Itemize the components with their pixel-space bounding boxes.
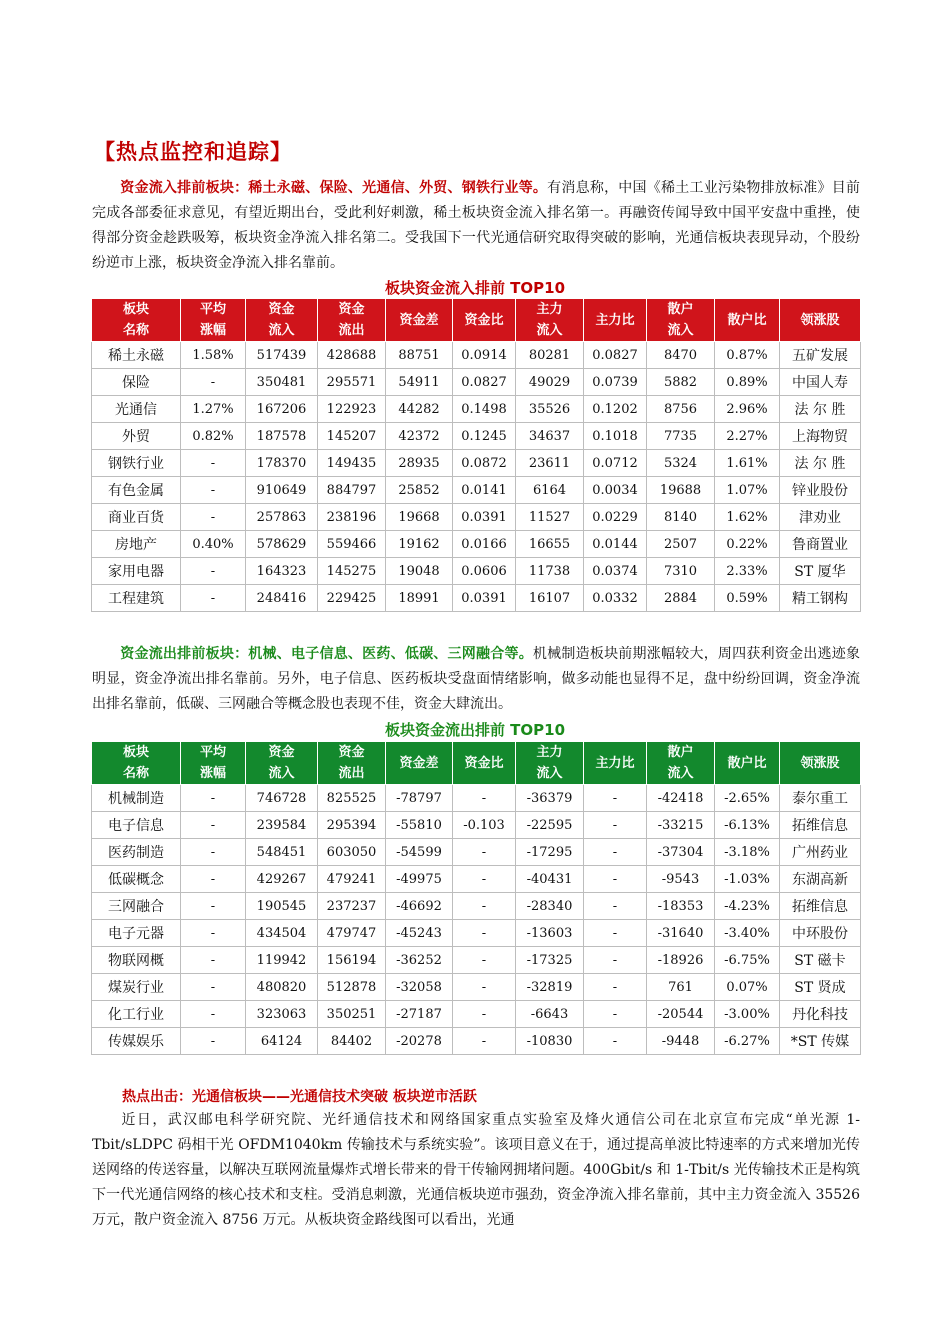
table-cell: 350481 — [246, 369, 318, 396]
table-cell: - — [584, 893, 647, 920]
leading-stock-cell: ST 贤成 — [780, 974, 861, 1001]
table-cell: 761 — [647, 974, 715, 1001]
table-cell: 8756 — [647, 396, 715, 423]
table-cell: -10830 — [516, 1028, 584, 1055]
table-row — [92, 974, 861, 1001]
table-row — [92, 477, 861, 504]
inflow-intro-lead: 资金流入排前板块：稀土永磁、保险、光通信、外贸、钢铁行业等。 — [120, 180, 548, 196]
table-cell: - — [584, 839, 647, 866]
column-header: 资金 流入 — [246, 299, 318, 342]
sector-name-cell: 房地产 — [92, 531, 181, 558]
table-cell: 42372 — [386, 423, 453, 450]
table-row — [92, 450, 861, 477]
column-header: 平均 涨幅 — [181, 299, 246, 342]
table-cell: 0.0332 — [584, 585, 647, 612]
leading-stock-cell: 广州药业 — [780, 839, 861, 866]
sector-name-cell: 工程建筑 — [92, 585, 181, 612]
table-cell: 187578 — [246, 423, 318, 450]
table-cell: 603050 — [318, 839, 386, 866]
leading-stock-cell: 泰尔重工 — [780, 785, 861, 812]
sector-name-cell: 有色金属 — [92, 477, 181, 504]
sector-name-cell: 外贸 — [92, 423, 181, 450]
table-cell: 2.96% — [715, 396, 780, 423]
table-cell: - — [181, 785, 246, 812]
table-cell: 18991 — [386, 585, 453, 612]
table-cell: 156194 — [318, 947, 386, 974]
column-header: 资金差 — [386, 299, 453, 342]
inflow-table — [91, 298, 861, 612]
outflow-intro-text: 机械制造板块前期涨幅较大，周四获利资金出逃迹象明显，资金净流出排名靠前。另外，电子信息、医药板块受盘面情绪影响，做多动能也显得不足，盘中纷纷回调，资金净流出排名靠前，低碳、三网融合等概念股也表现不佳，资金大肆流出。 — [92, 646, 860, 712]
table-cell: -3.40% — [715, 920, 780, 947]
table-cell: 0.87% — [715, 342, 780, 369]
table-cell: - — [584, 920, 647, 947]
table-cell: 19048 — [386, 558, 453, 585]
leading-stock-cell: *ST 传媒 — [780, 1028, 861, 1055]
table-cell: 2.33% — [715, 558, 780, 585]
table-cell: 0.07% — [715, 974, 780, 1001]
table-cell: 1.58% — [181, 342, 246, 369]
table-row — [92, 812, 861, 839]
table-cell: 44282 — [386, 396, 453, 423]
table-cell: 295394 — [318, 812, 386, 839]
table-cell: 2.27% — [715, 423, 780, 450]
column-header: 领涨股 — [780, 742, 861, 785]
table-cell: 145275 — [318, 558, 386, 585]
table-row — [92, 1001, 861, 1028]
table-cell: - — [453, 1028, 516, 1055]
table-cell: 54911 — [386, 369, 453, 396]
leading-stock-cell: 法 尔 胜 — [780, 396, 861, 423]
table-cell: 0.1202 — [584, 396, 647, 423]
table-cell: 480820 — [246, 974, 318, 1001]
hot-topic-title: 热点出击：光通信板块——光通信技术突破 板块逆市活跃 — [122, 1089, 477, 1105]
table-cell: 548451 — [246, 839, 318, 866]
table-cell: 0.1245 — [453, 423, 516, 450]
table-cell: -32058 — [386, 974, 453, 1001]
table-cell: -42418 — [647, 785, 715, 812]
table-cell: -49975 — [386, 866, 453, 893]
column-header: 资金比 — [453, 742, 516, 785]
table-cell: - — [584, 1028, 647, 1055]
column-header: 主力比 — [584, 742, 647, 785]
column-header: 散户比 — [715, 742, 780, 785]
table-cell: 84402 — [318, 1028, 386, 1055]
table-cell: -9543 — [647, 866, 715, 893]
table-cell: 19162 — [386, 531, 453, 558]
sector-name-cell: 商业百货 — [92, 504, 181, 531]
sector-name-cell: 化工行业 — [92, 1001, 181, 1028]
table-cell: -4.23% — [715, 893, 780, 920]
sector-name-cell: 物联网概 — [92, 947, 181, 974]
table-cell: -78797 — [386, 785, 453, 812]
table-cell: 0.82% — [181, 423, 246, 450]
column-header: 散户比 — [715, 299, 780, 342]
inflow-intro-text: 有消息称，中国《稀土工业污染物排放标准》目前完成各部委征求意见，有望近期出台，受此利好刺激，稀土板块资金流入排名第一。再融资传闻导致中国平安盘中重挫，使得部分资金趁跌吸筹，板块资金净流入排名第二。受我国下一代光通信研究取得突破的影响，光通信板块表现异动，个股纷纷逆市上涨，板块资金净流入排名靠前。 — [92, 180, 861, 271]
table-cell: 248416 — [246, 585, 318, 612]
outflow-table — [91, 741, 861, 1055]
table-cell: 559466 — [318, 531, 386, 558]
table-cell: -36379 — [516, 785, 584, 812]
sector-name-cell: 电子元器 — [92, 920, 181, 947]
table-cell: - — [453, 866, 516, 893]
column-header: 散户 流入 — [647, 299, 715, 342]
table-cell: 16655 — [516, 531, 584, 558]
table-cell: -18926 — [647, 947, 715, 974]
inflow-table-caption: 板块资金流入排前 TOP10 — [384, 279, 566, 297]
sector-name-cell: 光通信 — [92, 396, 181, 423]
inflow-table-body — [92, 342, 861, 612]
table-cell: 11527 — [516, 504, 584, 531]
column-header: 资金 流入 — [246, 742, 318, 785]
column-header: 资金比 — [453, 299, 516, 342]
table-cell: -17295 — [516, 839, 584, 866]
table-cell: -6643 — [516, 1001, 584, 1028]
sector-name-cell: 家用电器 — [92, 558, 181, 585]
table-cell: -20278 — [386, 1028, 453, 1055]
table-cell: 578629 — [246, 531, 318, 558]
table-cell: 323063 — [246, 1001, 318, 1028]
table-cell: 0.0141 — [453, 477, 516, 504]
sector-name-cell: 低碳概念 — [92, 866, 181, 893]
table-row — [92, 558, 861, 585]
table-cell: 428688 — [318, 342, 386, 369]
table-cell: 229425 — [318, 585, 386, 612]
table-cell: 149435 — [318, 450, 386, 477]
table-cell: 164323 — [246, 558, 318, 585]
table-cell: 1.62% — [715, 504, 780, 531]
table-cell: - — [453, 839, 516, 866]
column-header: 散户 流入 — [647, 742, 715, 785]
sector-name-cell: 医药制造 — [92, 839, 181, 866]
table-cell: 5324 — [647, 450, 715, 477]
table-cell: 0.0827 — [453, 369, 516, 396]
table-cell: - — [453, 1001, 516, 1028]
table-cell: -40431 — [516, 866, 584, 893]
outflow-table-body — [92, 785, 861, 1055]
table-cell: - — [584, 974, 647, 1001]
sector-name-cell: 电子信息 — [92, 812, 181, 839]
sector-name-cell: 稀土永磁 — [92, 342, 181, 369]
table-cell: 0.0391 — [453, 585, 516, 612]
table-row — [92, 342, 861, 369]
inflow-header-row — [92, 299, 861, 342]
table-cell: -1.03% — [715, 866, 780, 893]
table-row — [92, 369, 861, 396]
table-cell: 2884 — [647, 585, 715, 612]
table-cell: - — [584, 866, 647, 893]
table-cell: 884797 — [318, 477, 386, 504]
table-cell: 80281 — [516, 342, 584, 369]
table-cell: -36252 — [386, 947, 453, 974]
table-cell: 11738 — [516, 558, 584, 585]
table-cell: -46692 — [386, 893, 453, 920]
table-cell: -33215 — [647, 812, 715, 839]
table-cell: 0.1498 — [453, 396, 516, 423]
column-header: 资金 流出 — [318, 299, 386, 342]
table-row — [92, 920, 861, 947]
leading-stock-cell: ST 磁卡 — [780, 947, 861, 974]
table-cell: 239584 — [246, 812, 318, 839]
table-cell: 64124 — [246, 1028, 318, 1055]
table-cell: 257863 — [246, 504, 318, 531]
leading-stock-cell: 法 尔 胜 — [780, 450, 861, 477]
leading-stock-cell: 精工钢构 — [780, 585, 861, 612]
outflow-intro-paragraph — [92, 642, 860, 717]
table-cell: 0.0229 — [584, 504, 647, 531]
table-row — [92, 531, 861, 558]
hot-topic-paragraph — [92, 1108, 860, 1233]
table-row — [92, 785, 861, 812]
sector-name-cell: 保险 — [92, 369, 181, 396]
table-cell: 145207 — [318, 423, 386, 450]
table-cell: 0.0827 — [584, 342, 647, 369]
table-cell: 825525 — [318, 785, 386, 812]
table-cell: 434504 — [246, 920, 318, 947]
table-cell: -0.103 — [453, 812, 516, 839]
sector-name-cell: 煤炭行业 — [92, 974, 181, 1001]
table-cell: - — [181, 450, 246, 477]
table-cell: -17325 — [516, 947, 584, 974]
table-cell: 0.0739 — [584, 369, 647, 396]
table-cell: -55810 — [386, 812, 453, 839]
table-cell: - — [181, 947, 246, 974]
hot-topic-text: 近日，武汉邮电科学研究院、光纤通信技术和网络国家重点实验室及烽火通信公司在北京宣布完成“单光源 1-Tbit/sLDPC 码相干光 OFDM1040km 传输技术与系统实验”。该项目意义在于，通过提高单波比特速率的方式来增加光传送网络的传送容量，以解决互联网流量爆炸式增长带来的骨干传输网拥堵问题。400Gbit/s 和 1-Tbit/s 光传输技术正是构筑下一代光通信网络的核心技术和支柱。受消息刺激，光通信板块逆市强劲，资金净流入排名靠前，其中主力资金流入 35526 万元，散户资金流入 8756 万元。从板块资金路线图可以看出，光通 — [92, 1112, 860, 1228]
table-cell: - — [181, 920, 246, 947]
table-cell: 2507 — [647, 531, 715, 558]
table-row — [92, 893, 861, 920]
table-cell: -31640 — [647, 920, 715, 947]
table-cell: 0.0144 — [584, 531, 647, 558]
table-cell: 910649 — [246, 477, 318, 504]
column-header: 平均 涨幅 — [181, 742, 246, 785]
table-cell: -13603 — [516, 920, 584, 947]
table-cell: -3.00% — [715, 1001, 780, 1028]
outflow-intro-lead: 资金流出排前板块：机械、电子信息、医药、低碳、三网融合等。 — [120, 646, 533, 662]
leading-stock-cell: 津劝业 — [780, 504, 861, 531]
table-cell: 35526 — [516, 396, 584, 423]
table-row — [92, 396, 861, 423]
column-header: 领涨股 — [780, 299, 861, 342]
outflow-header-row — [92, 742, 861, 785]
table-cell: -27187 — [386, 1001, 453, 1028]
table-cell: - — [181, 866, 246, 893]
table-cell: 7735 — [647, 423, 715, 450]
table-cell: 19688 — [647, 477, 715, 504]
leading-stock-cell: 上海物贸 — [780, 423, 861, 450]
table-cell: -32819 — [516, 974, 584, 1001]
table-cell: 237237 — [318, 893, 386, 920]
column-header: 主力 流入 — [516, 299, 584, 342]
table-cell: - — [453, 974, 516, 1001]
table-cell: - — [181, 839, 246, 866]
table-cell: -54599 — [386, 839, 453, 866]
table-cell: -18353 — [647, 893, 715, 920]
table-row — [92, 423, 861, 450]
table-cell: -6.27% — [715, 1028, 780, 1055]
table-cell: -6.75% — [715, 947, 780, 974]
table-row — [92, 947, 861, 974]
column-header: 板块 名称 — [92, 742, 181, 785]
table-cell: 0.22% — [715, 531, 780, 558]
table-cell: - — [584, 947, 647, 974]
table-row — [92, 1028, 861, 1055]
table-row — [92, 585, 861, 612]
table-cell: 23611 — [516, 450, 584, 477]
table-cell: 1.27% — [181, 396, 246, 423]
sector-name-cell: 传媒娱乐 — [92, 1028, 181, 1055]
column-header: 资金差 — [386, 742, 453, 785]
table-cell: 178370 — [246, 450, 318, 477]
leading-stock-cell: 丹化科技 — [780, 1001, 861, 1028]
table-cell: 122923 — [318, 396, 386, 423]
table-cell: - — [181, 504, 246, 531]
leading-stock-cell: 中国人寿 — [780, 369, 861, 396]
table-cell: 5882 — [647, 369, 715, 396]
table-cell: 6164 — [516, 477, 584, 504]
table-cell: 0.0712 — [584, 450, 647, 477]
table-cell: 1.61% — [715, 450, 780, 477]
table-cell: 0.0872 — [453, 450, 516, 477]
table-cell: - — [584, 785, 647, 812]
table-cell: -22595 — [516, 812, 584, 839]
leading-stock-cell: ST 厦华 — [780, 558, 861, 585]
table-cell: - — [453, 920, 516, 947]
table-cell: 746728 — [246, 785, 318, 812]
table-cell: - — [453, 947, 516, 974]
inflow-intro-paragraph — [92, 176, 860, 276]
table-cell: 0.0391 — [453, 504, 516, 531]
table-cell: - — [584, 812, 647, 839]
outflow-table-caption: 板块资金流出排前 TOP10 — [384, 721, 566, 739]
leading-stock-cell: 中环股份 — [780, 920, 861, 947]
table-cell: 0.0606 — [453, 558, 516, 585]
table-cell: 238196 — [318, 504, 386, 531]
table-cell: -6.13% — [715, 812, 780, 839]
table-cell: 350251 — [318, 1001, 386, 1028]
table-row — [92, 839, 861, 866]
table-cell: - — [181, 974, 246, 1001]
table-row — [92, 504, 861, 531]
sector-name-cell: 机械制造 — [92, 785, 181, 812]
table-cell: 25852 — [386, 477, 453, 504]
table-cell: 479747 — [318, 920, 386, 947]
table-cell: 0.59% — [715, 585, 780, 612]
table-cell: 8470 — [647, 342, 715, 369]
column-header: 主力 流入 — [516, 742, 584, 785]
table-cell: 0.0374 — [584, 558, 647, 585]
table-cell: - — [181, 477, 246, 504]
leading-stock-cell: 鲁商置业 — [780, 531, 861, 558]
table-cell: 0.1018 — [584, 423, 647, 450]
table-cell: 88751 — [386, 342, 453, 369]
leading-stock-cell: 东湖高新 — [780, 866, 861, 893]
table-cell: 49029 — [516, 369, 584, 396]
table-cell: 19668 — [386, 504, 453, 531]
leading-stock-cell: 拓维信息 — [780, 812, 861, 839]
table-cell: -3.18% — [715, 839, 780, 866]
table-cell: 0.40% — [181, 531, 246, 558]
table-cell: - — [181, 369, 246, 396]
table-cell: -20544 — [647, 1001, 715, 1028]
table-cell: - — [181, 812, 246, 839]
leading-stock-cell: 五矿发展 — [780, 342, 861, 369]
table-cell: 0.0034 — [584, 477, 647, 504]
table-cell: 479241 — [318, 866, 386, 893]
sector-name-cell: 钢铁行业 — [92, 450, 181, 477]
leading-stock-cell: 锌业股份 — [780, 477, 861, 504]
table-cell: -2.65% — [715, 785, 780, 812]
table-cell: 28935 — [386, 450, 453, 477]
table-cell: 190545 — [246, 893, 318, 920]
table-cell: - — [584, 1001, 647, 1028]
column-header: 板块 名称 — [92, 299, 181, 342]
table-cell: 429267 — [246, 866, 318, 893]
table-cell: 0.89% — [715, 369, 780, 396]
table-cell: 119942 — [246, 947, 318, 974]
table-cell: 295571 — [318, 369, 386, 396]
section-title: 【热点监控和追踪】 — [94, 140, 292, 164]
table-cell: 517439 — [246, 342, 318, 369]
table-cell: 8140 — [647, 504, 715, 531]
sector-name-cell: 三网融合 — [92, 893, 181, 920]
table-cell: - — [181, 893, 246, 920]
table-cell: 34637 — [516, 423, 584, 450]
table-cell: -37304 — [647, 839, 715, 866]
table-cell: 167206 — [246, 396, 318, 423]
table-cell: -28340 — [516, 893, 584, 920]
column-header: 资金 流出 — [318, 742, 386, 785]
table-cell: 0.0166 — [453, 531, 516, 558]
table-cell: 512878 — [318, 974, 386, 1001]
table-cell: - — [181, 585, 246, 612]
leading-stock-cell: 拓维信息 — [780, 893, 861, 920]
table-cell: 7310 — [647, 558, 715, 585]
table-cell: 0.0914 — [453, 342, 516, 369]
table-cell: - — [181, 558, 246, 585]
table-cell: -9448 — [647, 1028, 715, 1055]
table-row — [92, 866, 861, 893]
table-cell: 16107 — [516, 585, 584, 612]
table-cell: - — [181, 1028, 246, 1055]
table-cell: - — [181, 1001, 246, 1028]
table-cell: - — [453, 893, 516, 920]
column-header: 主力比 — [584, 299, 647, 342]
table-cell: -45243 — [386, 920, 453, 947]
table-cell: - — [453, 785, 516, 812]
table-cell: 1.07% — [715, 477, 780, 504]
